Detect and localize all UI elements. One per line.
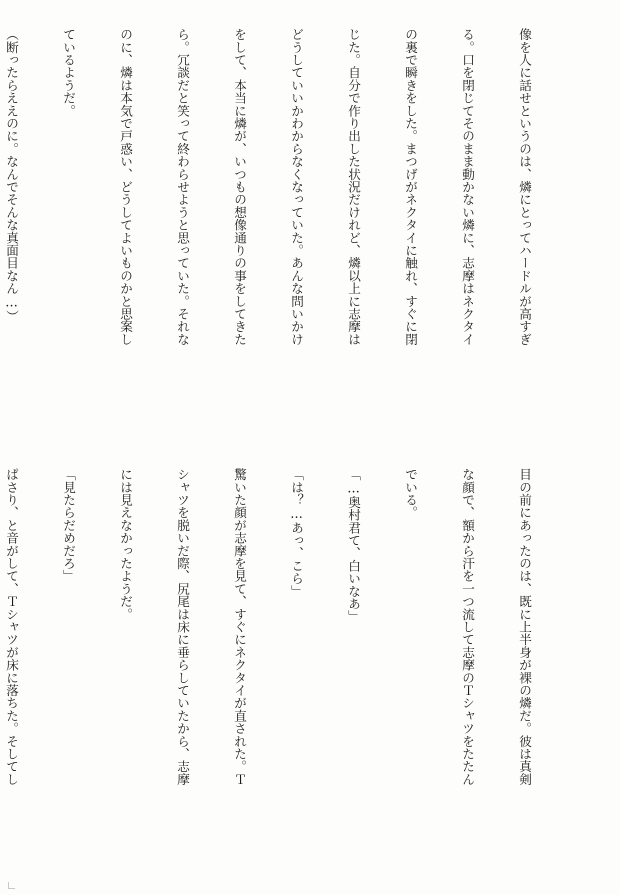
text-column: ぱさり、と音がして、Ｔシャツが床に落ちた。そしてし — [4, 468, 19, 786]
text-column: には見えなかったようだ。 — [118, 468, 133, 621]
text-block-top — [4, 28, 572, 430]
text-column: 「は？…あっ、こら」 — [289, 468, 304, 598]
text-column: 「…奥村君て、白いなあ」 — [346, 468, 361, 623]
text-column: どうしていいかわからなくなっていた。あんな問いかけ — [289, 28, 304, 346]
text-column: 驚いた顔が志摩を見て、すぐにネクタイが直された。Ｔ — [232, 468, 247, 786]
text-column: の裏で瞬きをした。まつげがネクタイに触れ、すぐに閉 — [403, 28, 418, 346]
text-column: ら。冗談だと笑って終わらせようと思っていた。それな — [175, 28, 190, 346]
text-block-bottom — [4, 468, 572, 868]
text-column: な顔で、額から汗を一つ流して志摩のＴシャツをたたん — [460, 468, 475, 786]
text-column: 「見たらだめだろ」 — [61, 468, 76, 583]
text-column: （断ったらええのに。なんでそんな真面目なん…） — [4, 28, 19, 323]
text-column: をして、本当に燐が、いつもの想像通りの事をしてきた — [232, 28, 247, 346]
text-column: でいる。 — [403, 468, 418, 519]
text-column: る。口を閉じてそのまま動かない燐に、志摩はネクタイ — [460, 28, 475, 346]
text-column: じた。自分で作り出した状況だけれど、燐以上に志摩は — [346, 28, 361, 346]
text-column: ているようだ。 — [61, 28, 76, 117]
text-column: 目の前にあったのは、既に上半身が裸の燐だ。彼は真剣 — [517, 468, 532, 786]
text-column: 像を人に話せというのは、燐にとってハードルが高すぎ — [517, 28, 532, 346]
text-column: のに、燐は本気で戸惑い、どうしてよいものかと思案し — [118, 28, 133, 346]
text-column: シャツを脱いだ際、尻尾は床に垂らしていたから、志摩 — [175, 468, 190, 786]
corner-crop-mark — [8, 882, 15, 889]
